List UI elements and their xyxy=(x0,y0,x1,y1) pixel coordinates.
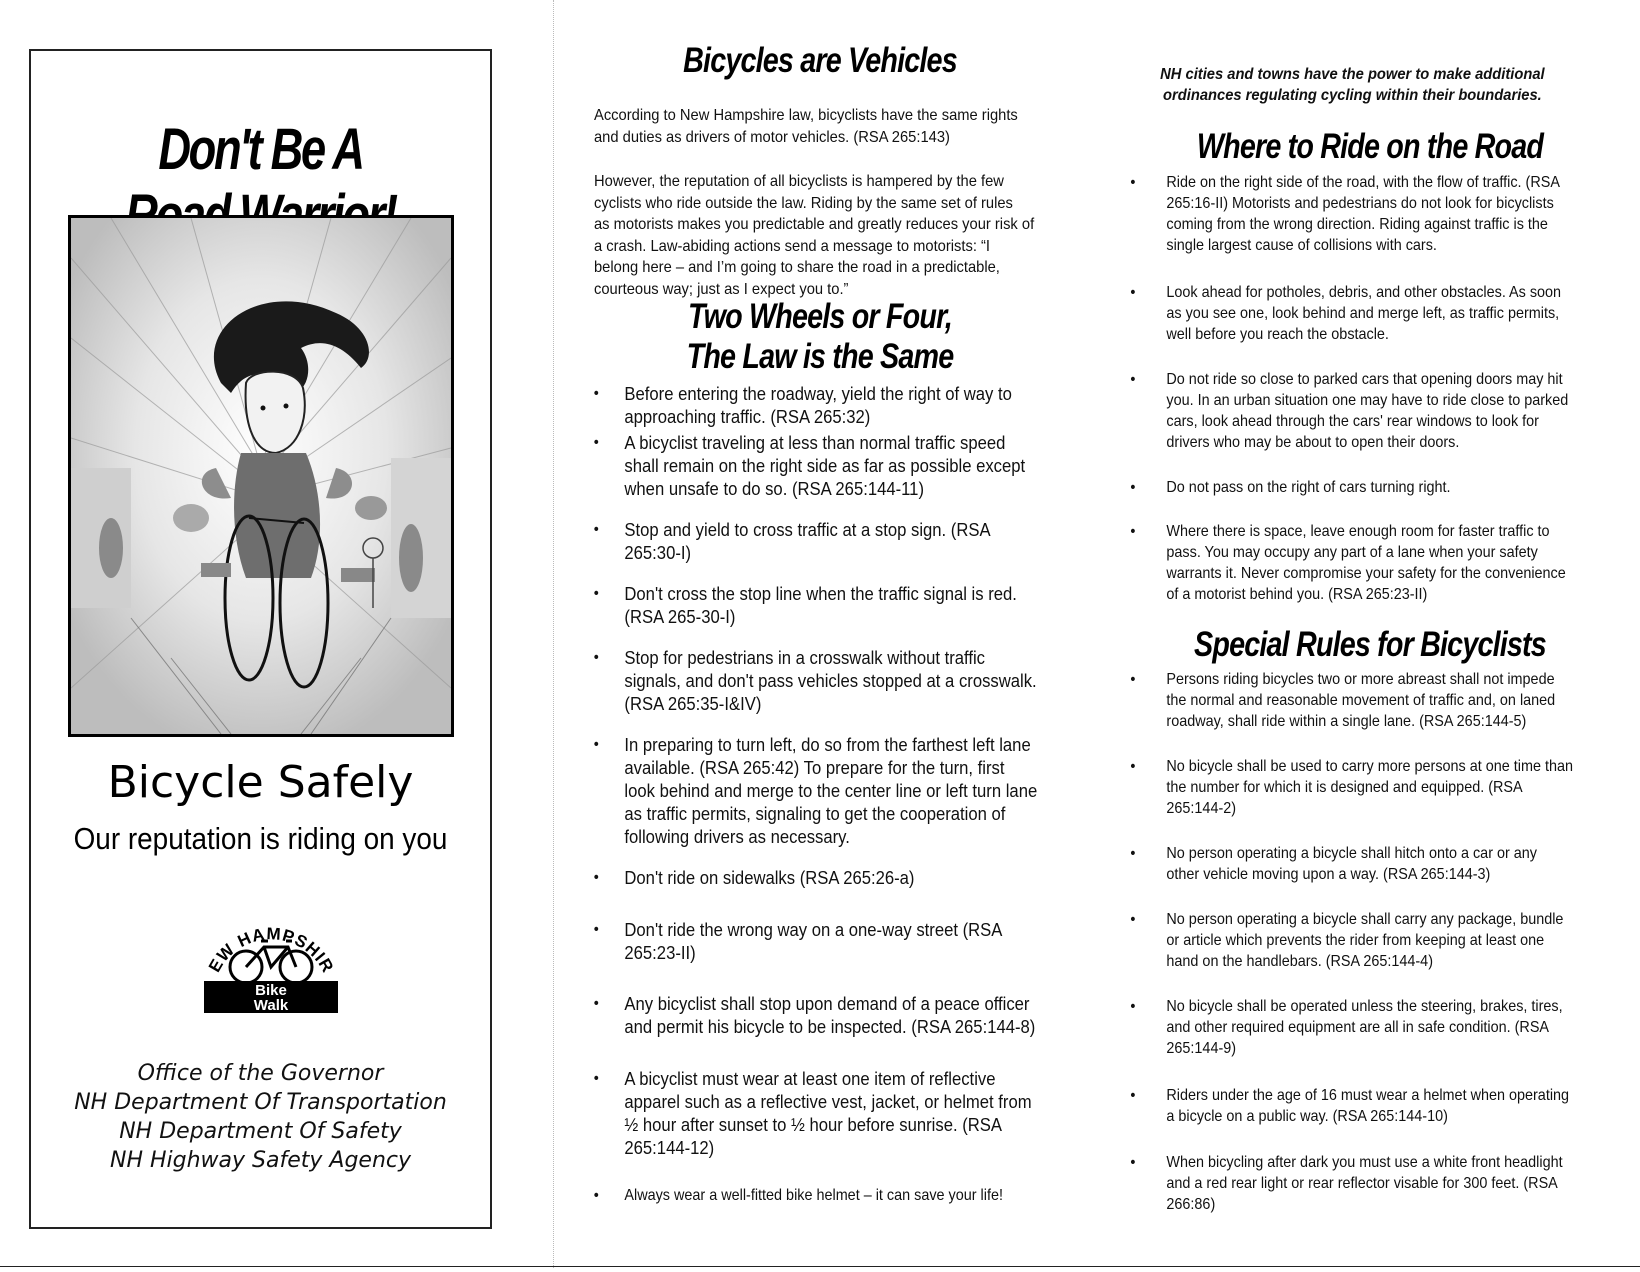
list-item: • Any bicyclist shall stop upon demand of a peace officer and permit his bicycle to be inspected. (RSA 265:144-8) xyxy=(592,992,1052,1038)
cyclist-illustration xyxy=(68,215,454,737)
heading-bicycles-are-vehicles: Bicycles are Vehicles xyxy=(683,41,957,80)
list-item: • No bicycle shall be used to carry more persons at one time than the number for which it is designed and equipped. (RSA 265:144-2) xyxy=(1134,756,1621,819)
list-item: • No bicycle shall be operated unless the steering, brakes, tires, and other required equipment are all in safe condition. (RSA 265:144-9) xyxy=(1134,996,1621,1059)
cyclist-illustration-image xyxy=(71,218,451,734)
cover-title-line1: Don't Be A xyxy=(158,117,363,182)
list-item: • A bicyclist traveling at less than normal traffic speed shall remain on the right side as far as possible except when unsafe to do so. (RSA 265:144-11) xyxy=(592,431,1052,500)
agency-transportation: NH Department Of Transportation xyxy=(74,1090,447,1115)
agency-highway-safety: NH Highway Safety Agency xyxy=(109,1148,412,1173)
cover-panel xyxy=(29,49,492,1229)
list-item: • Don't ride the wrong way on a one-way street (RSA 265:23-II) xyxy=(592,918,1052,964)
agency-safety: NH Department Of Safety xyxy=(119,1119,402,1144)
nh-bike-walk-logo xyxy=(196,897,346,1015)
vehicles-p1-line: According to New Hampshire law, bicyclists have the same rights xyxy=(594,107,1018,124)
list-item: • When bicycling after dark you must use a white front headlight and a red rear light or rear reflector visable for 300 feet. (RSA 266:86) xyxy=(1134,1152,1621,1215)
vehicles-p2-line: as motorists makes you predictable and greatly reduces your risk of xyxy=(594,216,1035,233)
vehicles-p2-line: However, the reputation of all bicyclists is hampered by the few xyxy=(594,173,1004,190)
cover-tagline: Our reputation is riding on you xyxy=(73,821,448,856)
fold-line-bottom xyxy=(0,1266,1640,1268)
vehicles-p2-line: a crash. Law-abiding actions send a message to motorists: “I xyxy=(594,237,991,255)
list-item: • Stop for pedestrians in a crosswalk without traffic signals, and don't pass vehicles stopped at a crosswalk. (RSA 265:35-I&IV) xyxy=(592,646,1052,715)
ordinance-note xyxy=(1150,64,1555,106)
logo-line1: Bike xyxy=(255,982,287,999)
vehicles-p2-line: cyclists who ride outside the law. Riding by the same set of rules xyxy=(594,194,1013,212)
list-item: • Stop and yield to cross traffic at a stop sign. (RSA 265:30-I) xyxy=(592,518,1052,564)
list-item: • Do not pass on the right of cars turning right. xyxy=(1134,477,1621,498)
list-item: • Do not ride so close to parked cars that opening doors may hit you. In an urban situation one may have to ride close to parked cars, look ahead through the cars' rear windows to look for drivers who may be about to open their doors. xyxy=(1134,369,1621,453)
list-item: • No person operating a bicycle shall hitch onto a car or any other vehicle moving upon a way. (RSA 265:144-3) xyxy=(1134,843,1621,885)
logo-arc-text: EW HAMPSHIR xyxy=(204,924,338,977)
list-item: • Riders under the age of 16 must wear a helmet when operating a bicycle on a public way. (RSA 265:144-10) xyxy=(1134,1085,1621,1127)
list-item: • Before entering the roadway, yield the right of way to approaching traffic. (RSA 265:32) xyxy=(592,382,1052,428)
list-item: • In preparing to turn left, do so from the farthest left lane available. (RSA 265:42) To prepare for the turn, first look behind and merge to the center line or left turn lane as traffic permits, signaling to get the cooperation of following drivers as necessary. xyxy=(592,733,1052,848)
list-item: • A bicyclist must wear at least one item of reflective apparel such as a reflective vest, jacket, or helmet from ½ hour after sunset to ½ hour before sunrise. (RSA 265:144-12) xyxy=(592,1067,1052,1159)
heading-special-rules: Special Rules for Bicyclists xyxy=(1194,625,1546,664)
heading-two-wheels-line2: The Law is the Same xyxy=(686,337,954,376)
agency-list xyxy=(31,1059,490,1175)
logo-line2: Walk xyxy=(253,997,289,1014)
vehicles-p2-line: courteous way; just as I expect you to.” xyxy=(594,280,849,298)
heading-where-to-ride: Where to Ride on the Road xyxy=(1196,127,1544,166)
nh-bike-walk-logo-image xyxy=(196,897,346,1015)
vehicles-p2-line: belong here – and I’m going to share the road in a predictable, xyxy=(594,259,1000,276)
vehicles-p1-line: and duties as drivers of motor vehicles. (RSA 265:143) xyxy=(594,128,950,146)
fold-line-left xyxy=(553,0,555,1268)
list-item: • Ride on the right side of the road, with the flow of traffic. (RSA 265:16-II) Motorists and pedestrians do not look for bicyclists coming from the wrong direction. Riding against traffic is the single largest cause of collisions with cars. xyxy=(1134,172,1621,256)
list-item: • Always wear a well-fitted bike helmet – it can save your life! xyxy=(592,1186,1052,1206)
ordinance-line: ordinances regulating cycling within their boundaries. xyxy=(1163,87,1542,104)
agency-governor: Office of the Governor xyxy=(137,1061,384,1086)
list-item: • No person operating a bicycle shall carry any package, bundle or article which prevents the rider from keeping at least one hand on the handlebars. (RSA 265:144-4) xyxy=(1134,909,1621,972)
vehicles-paragraph-2 xyxy=(594,171,1063,300)
heading-two-wheels-line1: Two Wheels or Four, xyxy=(687,297,952,336)
ordinance-line: NH cities and towns have the power to make additional xyxy=(1160,66,1545,83)
vehicles-paragraph-1 xyxy=(594,105,1063,148)
list-item: • Don't cross the stop line when the traffic signal is red. (RSA 265-30-I) xyxy=(592,582,1052,628)
cover-headline: Bicycle Safely xyxy=(107,757,414,808)
list-item: • Persons riding bicycles two or more abreast shall not impede the normal and reasonable movement of traffic and, on laned roadway, shall ride within a single lane. (RSA 265:144-5) xyxy=(1134,669,1621,732)
list-item: • Don't ride on sidewalks (RSA 265:26-a) xyxy=(592,866,1052,889)
svg-text:NEW HAMPSHIRE xyxy=(196,897,338,976)
list-item: • Where there is space, leave enough room for faster traffic to pass. You may occupy any part of a lane when your safety warrants it. Never compromise your safety for the convenience of a motorist behind you. (RSA 265:23-II) xyxy=(1134,521,1621,605)
list-item: • Look ahead for potholes, debris, and other obstacles. As soon as you see one, look behind and merge left, as traffic permits, well before you reach the obstacle. xyxy=(1134,282,1621,345)
